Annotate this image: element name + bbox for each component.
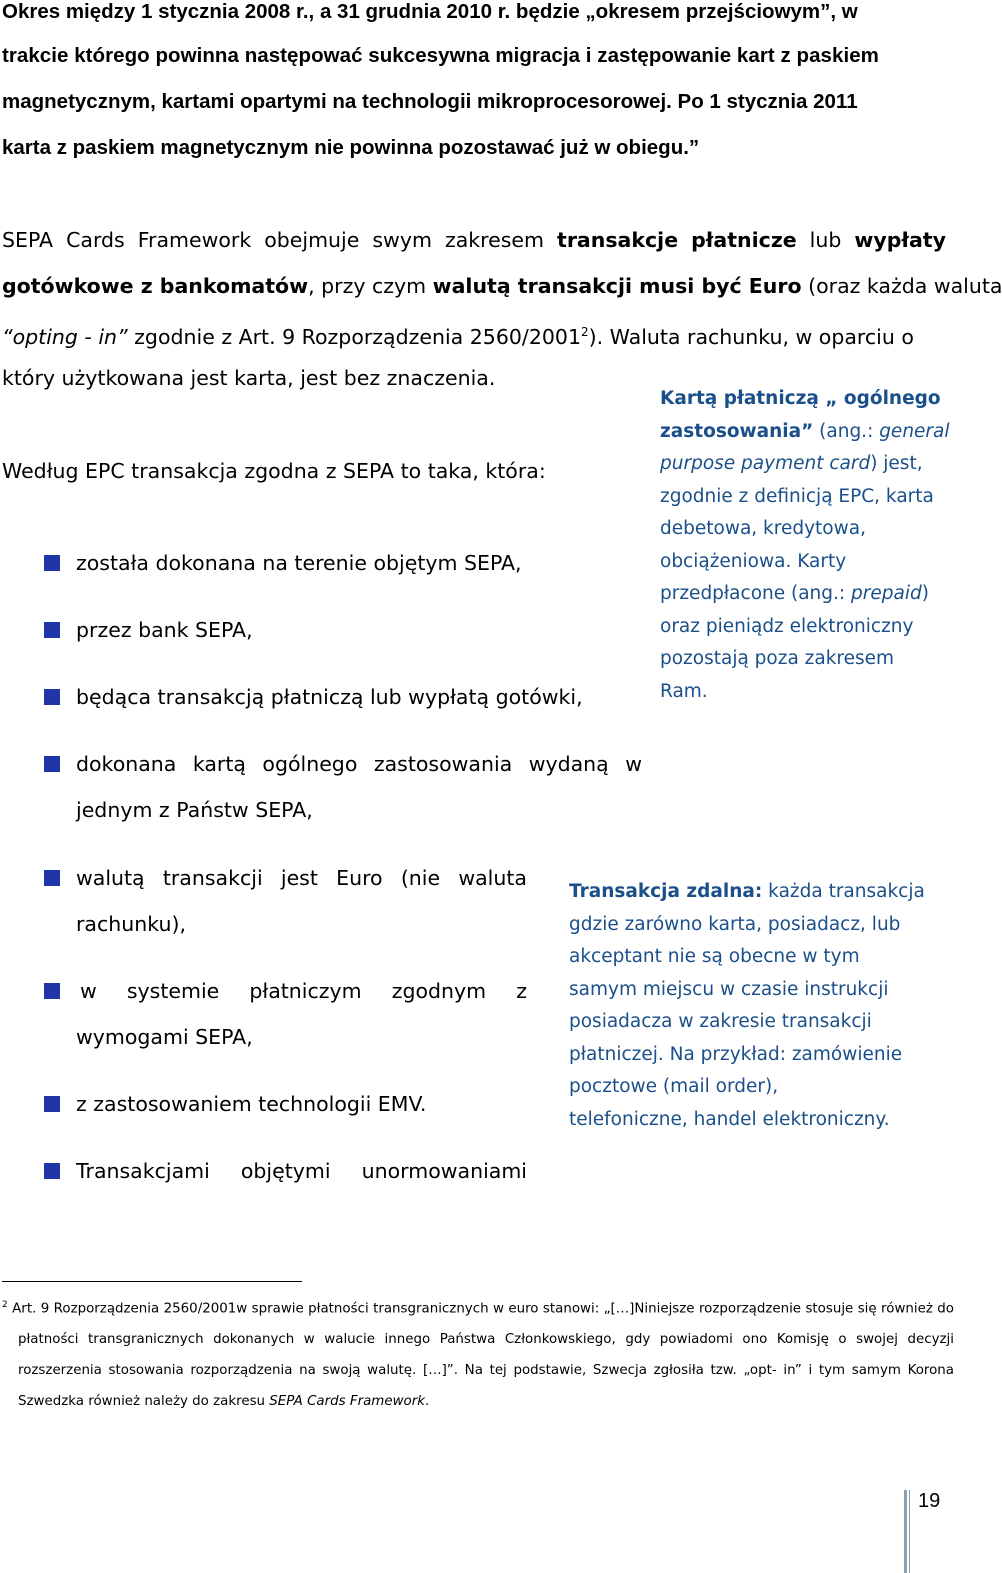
bullet-4-line-2: jednym z Państw SEPA,	[76, 798, 313, 822]
word: Framework	[137, 228, 252, 252]
page-margin-bar	[909, 1490, 910, 1573]
bullet-marker	[44, 1163, 60, 1179]
page-number: 19	[918, 1490, 941, 1512]
sidebox-line	[660, 578, 956, 611]
word: wypłaty	[854, 228, 946, 252]
sidebox-line	[660, 448, 956, 481]
word: lub	[809, 228, 842, 252]
sepa-paragraph-line-3	[2, 318, 946, 351]
word: Transakcjami	[76, 1159, 210, 1183]
text-italic: general	[879, 420, 950, 442]
sidebox-line: pozostają poza zakresem	[660, 648, 895, 669]
bullet-7: z zastosowaniem technologii EMV.	[76, 1092, 427, 1116]
word: z	[516, 979, 527, 1003]
epc-intro: Według EPC transakcja zgodna z SEPA to taka, która:	[2, 459, 546, 483]
word: jest	[280, 866, 318, 890]
bullet-4-line-1	[76, 750, 642, 778]
sidebox-line: pocztowe (mail order),	[569, 1076, 779, 1097]
sidebox-line: obciążeniowa. Karty	[660, 550, 847, 572]
sepa-paragraph-line-4: który użytkowana jest karta, jest bez znaczenia.	[2, 366, 496, 390]
sidebox-line: posiadacza w zakresie transakcji	[569, 1011, 872, 1032]
footnote	[2, 1290, 954, 1417]
bullet-2: przez bank SEPA,	[76, 618, 253, 642]
footnote-marker: 2	[2, 1300, 8, 1310]
sidebox-general-purpose-card	[660, 383, 956, 708]
text: ). Waluta rachunku, w oparciu o	[588, 324, 914, 349]
sidebox-line: zgodnie z definicją EPC, karta	[660, 485, 934, 507]
word: płatniczym	[249, 979, 362, 1003]
intro-line-1: Okres między 1 stycznia 2008 r., a 31 grudnia 2010 r. będzie „okresem przejściowym”, w	[2, 0, 858, 23]
word: dokonana	[76, 752, 177, 776]
word: ogólnego	[262, 752, 358, 776]
text: )	[921, 583, 929, 604]
bullet-6-line-1	[80, 977, 527, 1005]
sidebox-line: telefoniczne, handel elektroniczny.	[569, 1108, 890, 1130]
word: Euro	[336, 866, 383, 890]
sidebox-line: debetowa, kredytowa,	[660, 518, 866, 539]
sidebox-line: gdzie zarówno karta, posiadacz, lub	[569, 913, 901, 935]
text: (ang.:	[813, 420, 880, 442]
footnote-text: .	[424, 1394, 430, 1410]
word: swym	[372, 228, 432, 252]
word: transakcji	[162, 866, 263, 890]
sidebox-line: Kartą płatniczą „ ogólnego	[660, 388, 941, 409]
word: transakcje	[557, 228, 679, 252]
bullet-5-line-1	[76, 864, 527, 892]
word: systemie	[126, 979, 220, 1003]
bullet-6-line-2: wymogami SEPA,	[76, 1025, 253, 1049]
bullet-1: została dokonana na terenie objętym SEPA,	[76, 551, 522, 575]
footnote-separator	[2, 1281, 302, 1282]
word: kartą	[192, 752, 246, 776]
word: płatnicze	[691, 228, 797, 252]
bullet-marker	[44, 756, 60, 772]
text: przedpłacone (ang.:	[660, 583, 852, 604]
word: obejmuje	[264, 228, 360, 252]
bullet-marker	[44, 555, 60, 571]
text: , przy czym	[308, 274, 433, 298]
word: (nie	[400, 866, 441, 890]
word: wydaną	[528, 752, 609, 776]
word: zgodnym	[391, 979, 487, 1003]
bullet-marker	[44, 983, 60, 999]
word: zakresem	[444, 228, 544, 252]
sepa-paragraph-line-1	[2, 226, 946, 254]
sepa-paragraph-line-2	[2, 272, 1002, 300]
word: SEPA	[2, 228, 54, 252]
text-italic: prepaid	[851, 583, 922, 604]
word: w	[80, 979, 97, 1003]
sidebox-line: płatniczej. Na przykład: zamówienie	[569, 1043, 903, 1065]
sidebox-line: oraz pieniądz elektroniczny	[660, 615, 914, 637]
footnote-ref[interactable]: 2	[581, 325, 589, 339]
footnote-text: Art. 9 Rozporządzenia 2560/2001w sprawie płatności transgranicznych w euro stanowi: „[…]Niniejsze rozporządzenie stosuje się również do płatności transgranicznych dokonanych w walucie innego Państwa Członkowskiego, gdy powiadomi ono Komisję o swojej decyzji rozszerzenia stosowania rozporządzenia na swoją walutę. […]”. Na tej podstawie, Szwecja zgłosiła tzw. „opt- in” i tym samym Korona Szwedzka również należy do zakresu	[7, 1301, 954, 1410]
bullet-marker	[44, 689, 60, 705]
word: w	[625, 752, 642, 776]
sidebox-line	[660, 416, 956, 449]
text-italic: “opting - in”	[2, 324, 128, 349]
intro-line-2: trakcie którego powinna następować sukcesywna migracja i zastępowanie kart z paskiem	[2, 44, 879, 67]
text-bold: walutą transakcji musi być Euro	[432, 274, 802, 298]
sidebox-line: samym miejscu w czasie instrukcji	[569, 978, 889, 1000]
bullet-marker	[44, 870, 60, 886]
page-margin-bar	[904, 1490, 907, 1573]
intro-line-3: magnetycznym, kartami opartymi na technologii mikroprocesorowej. Po 1 stycznia 2011	[2, 90, 858, 113]
sidebox-line	[569, 876, 957, 909]
sidebox-remote-transaction	[569, 876, 957, 1136]
text-italic: purpose payment card	[660, 453, 871, 474]
bullet-8-line-1	[76, 1157, 527, 1185]
word: walutą	[76, 866, 145, 890]
text-bold: Transakcja zdalna:	[569, 881, 763, 902]
footnote-text-italic: SEPA Cards Framework	[269, 1394, 425, 1410]
text: każda transakcja	[762, 881, 925, 902]
text-bold: gotówkowe z bankomatów	[2, 274, 309, 298]
bullet-3: będąca transakcją płatniczą lub wypłatą gotówki,	[76, 685, 583, 709]
bullet-5-line-2: rachunku),	[76, 912, 186, 936]
bullet-marker	[44, 1096, 60, 1112]
sidebox-line: akceptant nie są obecne w tym	[569, 946, 860, 967]
sidebox-line: Ram.	[660, 680, 708, 702]
text-bold: zastosowania”	[660, 420, 814, 442]
text: zgodnie z Art. 9 Rozporządzenia 2560/2001	[127, 324, 582, 349]
word: objętymi	[240, 1159, 331, 1183]
text: ) jest,	[870, 453, 923, 474]
bullet-marker	[44, 622, 60, 638]
text: (oraz każda waluta	[801, 274, 1002, 298]
word: unormowaniami	[361, 1159, 527, 1183]
word: zastosowania	[373, 752, 513, 776]
word: waluta	[458, 866, 527, 890]
intro-line-4: karta z paskiem magnetycznym nie powinna pozostawać już w obiegu.”	[2, 136, 700, 159]
word: Cards	[66, 228, 125, 252]
